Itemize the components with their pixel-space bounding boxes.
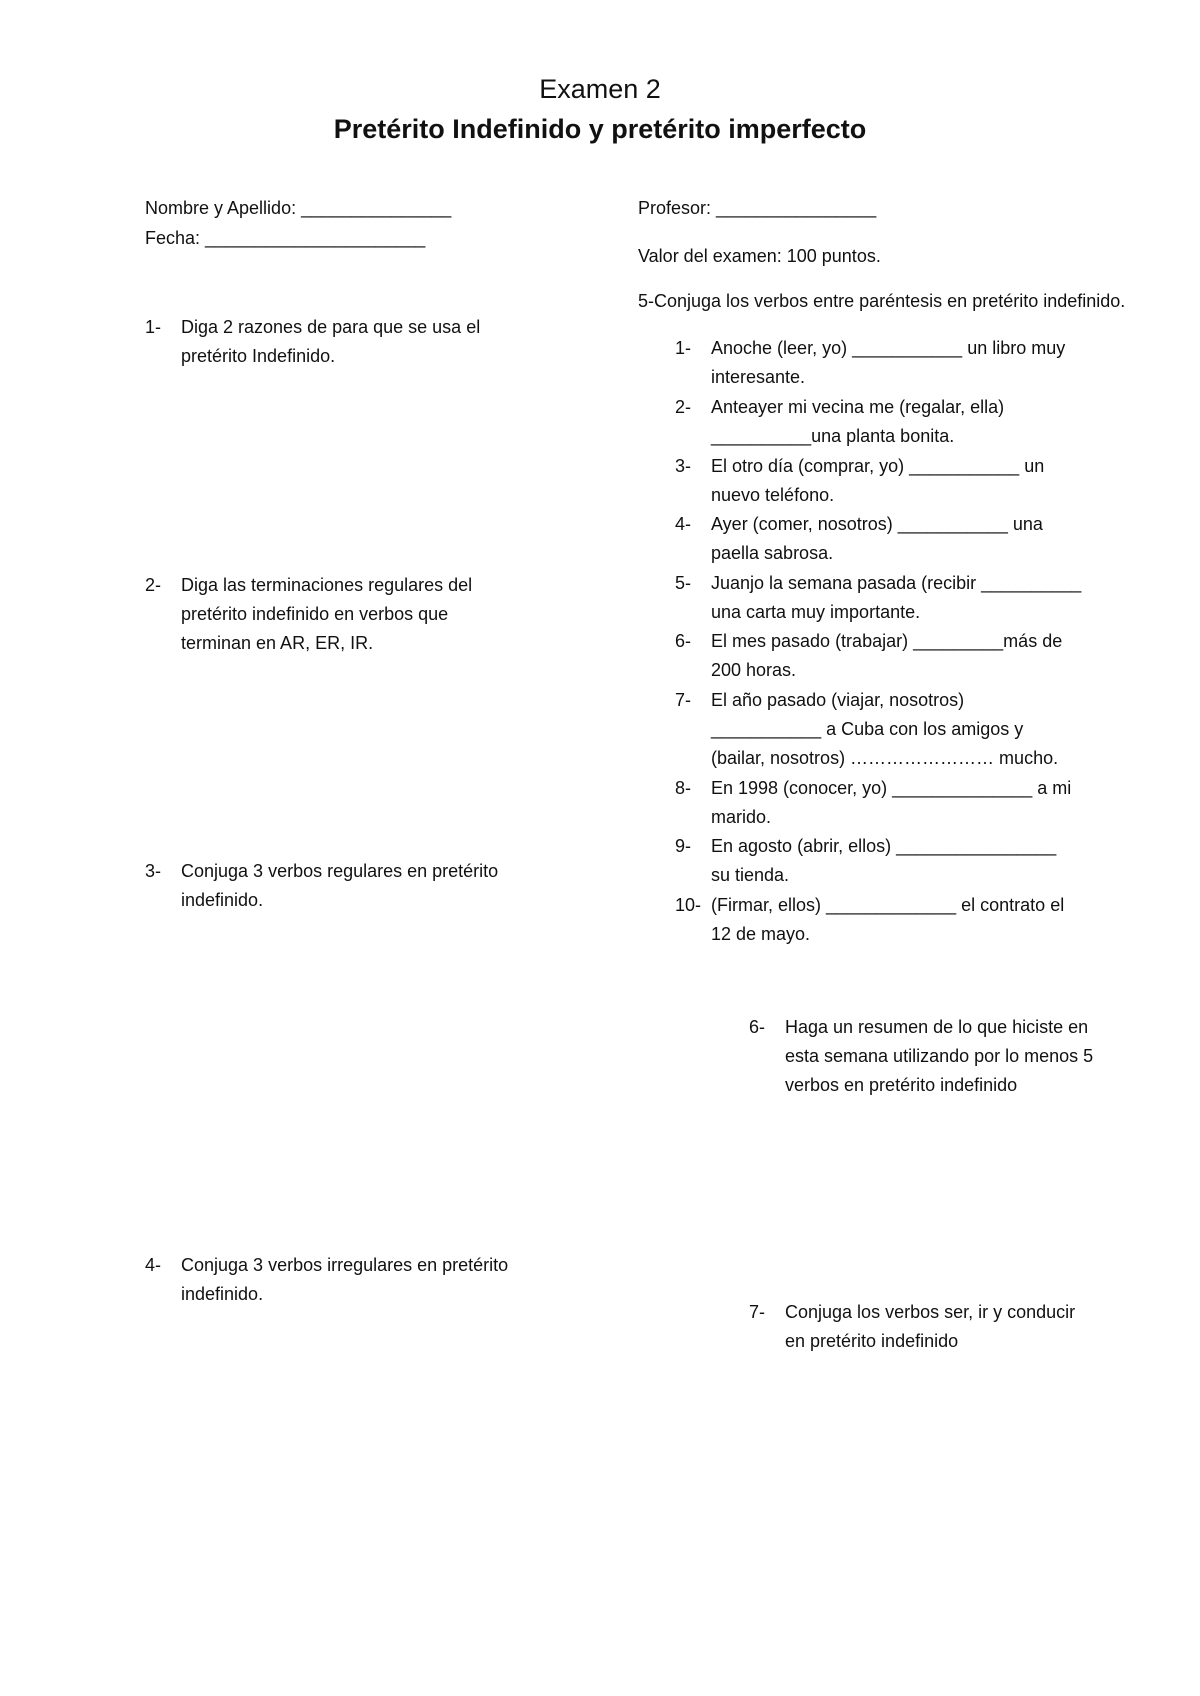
item-line: ___________ a Cuba con los amigos y xyxy=(711,719,1024,739)
question-line: indefinido. xyxy=(181,1284,264,1304)
item-line: marido. xyxy=(711,807,772,827)
item-line: El otro día (comprar, yo) ___________ un xyxy=(711,456,1045,476)
question-line: pretérito Indefinido. xyxy=(181,346,336,366)
question-line: indefinido. xyxy=(181,890,264,910)
item-number: 8- xyxy=(675,778,692,798)
item-number: 2- xyxy=(675,397,692,417)
item-line: Anoche (leer, yo) ___________ un libro muy xyxy=(711,338,1066,358)
question-line: pretérito indefinido en verbos que xyxy=(181,604,449,624)
date-field: Fecha: ______________________ xyxy=(145,228,426,248)
question-number: 1- xyxy=(145,317,162,337)
teacher-field: Profesor: ________________ xyxy=(638,198,877,218)
question-line: Conjuga 3 verbos regulares en pretérito xyxy=(181,861,499,881)
item-line: una carta muy importante. xyxy=(711,602,921,622)
item-line: (Firmar, ellos) _____________ el contrato el xyxy=(711,895,1065,915)
item-number: 5- xyxy=(675,573,692,593)
question-line: terminan en AR, ER, IR. xyxy=(181,633,374,653)
item-line: interesante. xyxy=(711,367,806,387)
item-number: 1- xyxy=(675,338,692,358)
item-line: El año pasado (viajar, nosotros) xyxy=(711,690,965,710)
item-number: 9- xyxy=(675,836,692,856)
item-line: su tienda. xyxy=(711,865,790,885)
item-line: 12 de mayo. xyxy=(711,924,811,944)
item-line: Anteayer mi vecina me (regalar, ella) xyxy=(711,397,1005,417)
exam-subtitle: Pretérito Indefinido y pretérito imperfecto xyxy=(333,114,867,144)
question-number: 7- xyxy=(749,1302,766,1322)
item-line: (bailar, nosotros) …………………… mucho. xyxy=(711,748,1059,768)
item-line: En agosto (abrir, ellos) ________________ xyxy=(711,836,1057,856)
name-field: Nombre y Apellido: _______________ xyxy=(145,198,452,218)
item-line: Juanjo la semana pasada (recibir __________ xyxy=(711,573,1082,593)
question-line: verbos en pretérito indefinido xyxy=(785,1075,1018,1095)
item-line: El mes pasado (trabajar) _________más de xyxy=(711,631,1063,651)
section5-heading: 5-Conjuga los verbos entre paréntesis en pretérito indefinido. xyxy=(638,291,1126,311)
question-line: Conjuga 3 verbos irregulares en pretérito xyxy=(181,1255,509,1275)
item-number: 7- xyxy=(675,690,692,710)
item-number: 6- xyxy=(675,631,692,651)
item-number: 3- xyxy=(675,456,692,476)
question-line: Diga 2 razones de para que se usa el xyxy=(181,317,481,337)
question-line: Conjuga los verbos ser, ir y conducir xyxy=(785,1302,1076,1322)
question-number: 3- xyxy=(145,861,162,881)
item-line: paella sabrosa. xyxy=(711,543,834,563)
exam-title: Examen 2 xyxy=(539,74,661,104)
question-line: Diga las terminaciones regulares del xyxy=(181,575,473,595)
item-line: Ayer (comer, nosotros) ___________ una xyxy=(711,514,1043,534)
item-line: __________una planta bonita. xyxy=(711,426,955,446)
item-number: 10- xyxy=(675,895,702,915)
item-number: 4- xyxy=(675,514,692,534)
item-line: En 1998 (conocer, yo) ______________ a mi xyxy=(711,778,1072,798)
question-line: Haga un resumen de lo que hiciste en xyxy=(785,1017,1089,1037)
question-number: 6- xyxy=(749,1017,766,1037)
question-line: en pretérito indefinido xyxy=(785,1331,959,1351)
question-number: 2- xyxy=(145,575,162,595)
question-line: esta semana utilizando por lo menos 5 xyxy=(785,1046,1094,1066)
item-line: 200 horas. xyxy=(711,660,797,680)
exam-value: Valor del examen: 100 puntos. xyxy=(638,246,881,266)
question-number: 4- xyxy=(145,1255,162,1275)
item-line: nuevo teléfono. xyxy=(711,485,835,505)
